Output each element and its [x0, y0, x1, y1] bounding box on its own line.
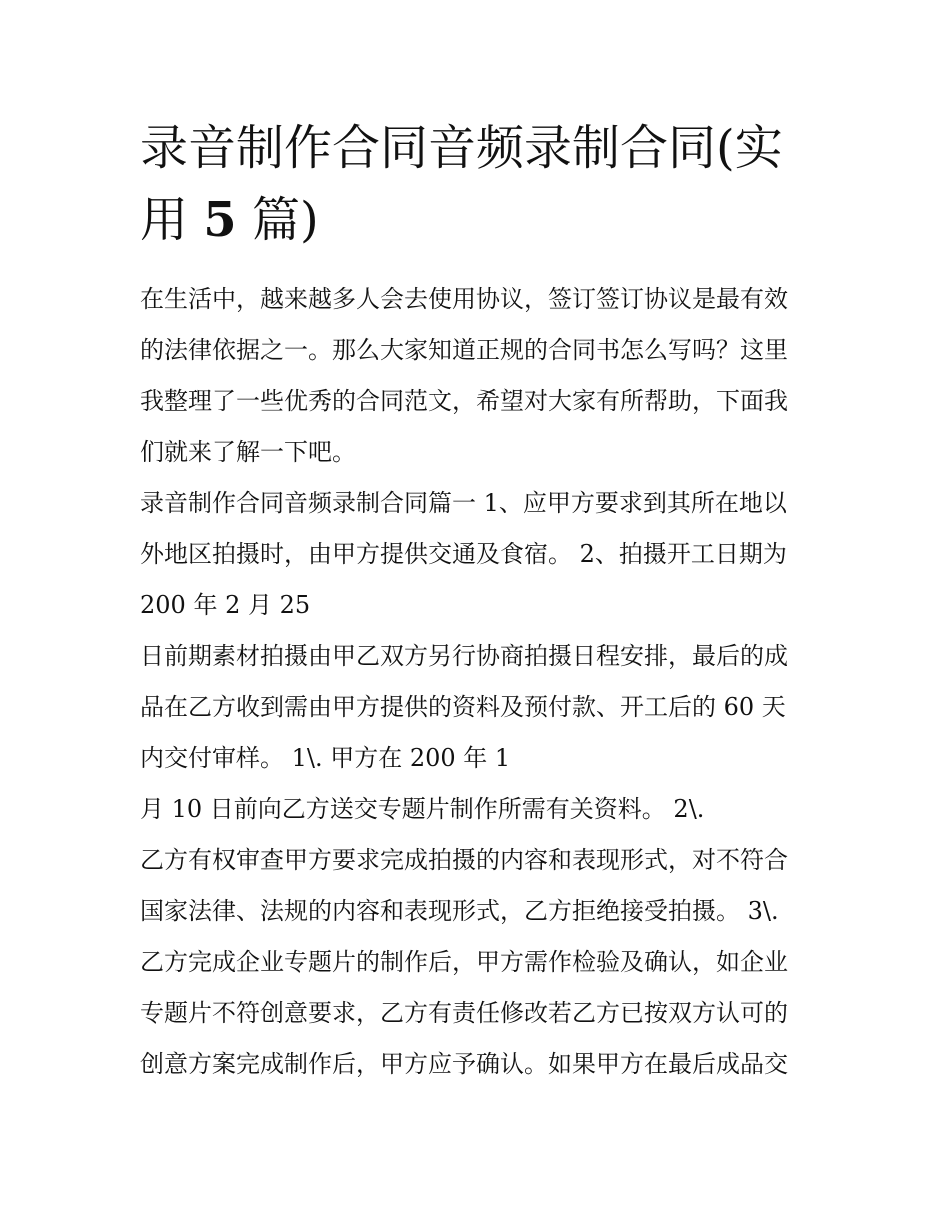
text-line: 我整理了一些优秀的合同范文，希望对大家有所帮助，下面我 — [140, 387, 788, 415]
paragraph-schedule — [140, 631, 812, 784]
document-title — [140, 112, 812, 256]
text-line: 月 10 日前向乙方送交专题片制作所需有关资料。 2\. — [140, 795, 705, 823]
title-line: 录音制作合同音频录制合同(实 — [140, 120, 783, 176]
title-number: 5 — [203, 192, 237, 248]
text-line: 专题片不符创意要求，乙方有责任修改若乙方已按双方认可的 — [140, 999, 788, 1027]
paragraph-review — [140, 835, 812, 1090]
text-line: 录音制作合同音频录制合同篇一 1、应甲方要求到其所在地以 — [140, 489, 787, 517]
title-tail: 篇) — [251, 192, 319, 248]
paragraph-section-one — [140, 478, 812, 631]
text-line: 的法律依据之一。那么大家知道正规的合同书怎么写吗？这里 — [140, 336, 788, 364]
paragraph-materials — [140, 784, 812, 835]
text-line: 乙方有权审查甲方要求完成拍摄的内容和表现形式，对不符合 — [140, 846, 788, 874]
title-line-text: 用 — [140, 192, 189, 248]
text-line: 外地区拍摄时，由甲方提供交通及食宿。 2、拍摄开工日期为 — [140, 540, 787, 568]
text-line: 国家法律、法规的内容和表现形式，乙方拒绝接受拍摄。 3\. — [140, 897, 779, 925]
text-line: 创意方案完成制作后，甲方应予确认。如果甲方在最后成品交 — [140, 1050, 788, 1078]
text-line: 200 年 2 月 25 — [140, 591, 311, 619]
text-line: 在生活中，越来越多人会去使用协议，签订签订协议是最有效 — [140, 285, 788, 313]
text-line: 乙方完成企业专题片的制作后，甲方需作检验及确认，如企业 — [140, 948, 788, 976]
text-line: 日前期素材拍摄由甲乙双方另行协商拍摄日程安排，最后的成 — [140, 642, 788, 670]
text-line: 品在乙方收到需由甲方提供的资料及预付款、开工后的 60 天 — [140, 693, 786, 721]
title-line — [140, 184, 812, 256]
text-line: 们就来了解一下吧。 — [140, 438, 356, 466]
text-line: 内交付审样。 1\. 甲方在 200 年 1 — [140, 744, 511, 772]
document-body — [140, 112, 812, 1090]
paragraph-intro — [140, 274, 812, 478]
